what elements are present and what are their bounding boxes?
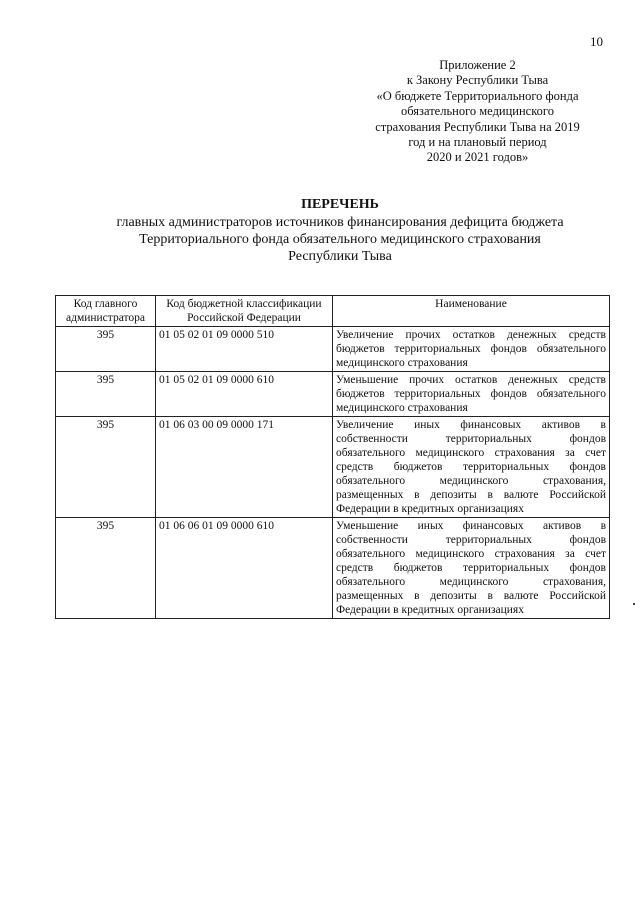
appendix-line: страхования Республики Тыва на 2019 <box>375 119 580 134</box>
name-cell: Уменьшение иных финансовых активов в собственности территориальных фондов обязательного медицинского страхования за счет средств бюджетов территориальных фондов обязательного медицинского страхования, размещенных в депозиты в валюте Российской Федерации в кредитных организациях <box>333 518 610 619</box>
header-admin-code: Код главного администратора <box>56 296 156 327</box>
name-cell: Увеличение иных финансовых активов в собственности территориальных фондов обязательного медицинского страхования за счет средств бюджетов территориальных фондов обязательного медицинского страхования, размещенных в депозиты в валюте Российской Федерации в кредитных организациях <box>333 417 610 518</box>
budget-code-cell: 01 06 06 01 09 0000 610 <box>156 518 333 619</box>
appendix-line: к Закону Республики Тыва <box>406 73 549 88</box>
table-row <box>56 372 610 417</box>
table-row <box>56 327 610 372</box>
admin-code-cell: 395 <box>56 417 156 518</box>
budget-code-cell: 01 06 03 00 09 0000 171 <box>156 417 333 518</box>
document-subtitle <box>60 214 620 265</box>
admin-code-cell: 395 <box>56 372 156 417</box>
appendix-line: год и на плановый период <box>408 135 547 150</box>
page-number: 10 <box>590 34 603 49</box>
table-row <box>56 518 610 619</box>
appendix-line: 2020 и 2021 годов» <box>426 150 529 165</box>
subtitle-line: Территориального фонда обязательного медицинского страхования <box>139 232 541 247</box>
document-title: ПЕРЕЧЕНЬ <box>301 197 379 212</box>
administrators-table <box>55 295 610 619</box>
appendix-line: «О бюджете Территориального фонда <box>376 88 579 103</box>
subtitle-line: главных администраторов источников финансирования дефицита бюджета <box>116 215 564 230</box>
appendix-line: Приложение 2 <box>439 58 516 72</box>
name-cell: Уменьшение прочих остатков денежных средств бюджетов территориальных фондов обязательного медицинского страхования <box>333 372 610 417</box>
table-header-row <box>56 296 610 327</box>
header-budget-code: Код бюджетной классификации Российской Федерации <box>156 296 333 327</box>
budget-code-cell: 01 05 02 01 09 0000 510 <box>156 327 333 372</box>
document-heading <box>60 196 620 265</box>
appendix-line: обязательного медицинского <box>400 104 554 119</box>
budget-code-cell: 01 05 02 01 09 0000 610 <box>156 372 333 417</box>
admin-code-cell: 395 <box>56 518 156 619</box>
admin-code-cell: 395 <box>56 327 156 372</box>
scan-speck <box>633 603 635 605</box>
header-name: Наименование <box>333 296 610 327</box>
name-cell: Увеличение прочих остатков денежных средств бюджетов территориальных фондов обязательного медицинского страхования <box>333 327 610 372</box>
table-row <box>56 417 610 518</box>
appendix-reference <box>340 58 615 166</box>
subtitle-line: Республики Тыва <box>288 249 392 264</box>
